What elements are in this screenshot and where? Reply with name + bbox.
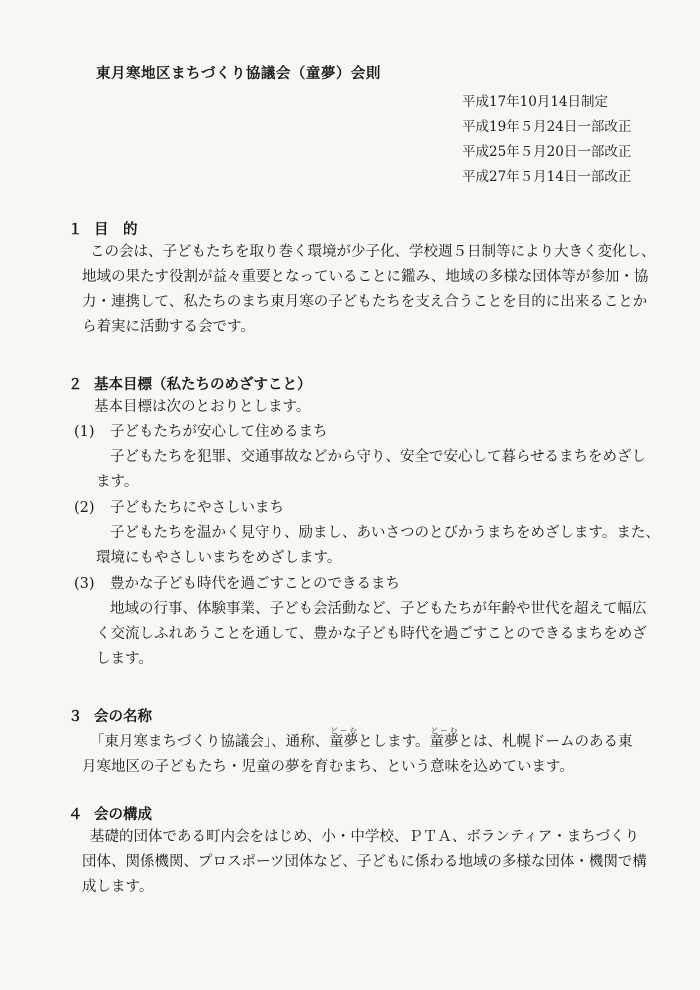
goal-3-body	[70, 597, 645, 672]
section-3-line	[70, 727, 645, 755]
section-4-line: 成します。	[82, 879, 154, 895]
name-text-b: とします。	[358, 734, 430, 750]
goal-1-line: ます。	[96, 474, 139, 490]
goal-1-line: 子どもたちを犯罪、交通事故などから守り、安全で安心して暮らせるまちをめざし	[110, 449, 647, 465]
doumu-word: 童夢	[429, 734, 459, 750]
goal-3-line: します。	[96, 651, 153, 667]
document-title: 東月寒地区まちづくり協議会（童夢）会則	[96, 66, 381, 82]
section-2-intro-text: 基本目標は次のとおりとします。	[94, 399, 311, 415]
section-3-number: ３	[68, 709, 83, 725]
name-text-c: とは、札幌ドームのある東	[458, 734, 633, 750]
goal-3-line: く交流しふれあうことを通して、豊かな子ども時代を過ごすことのできるまちをめざ	[96, 626, 647, 642]
doumu-ruby	[429, 727, 459, 750]
section-4-line: 基礎的団体である町内会をはじめ、小・中学校、ＰＴＡ、ボランティア・まちづくり	[90, 829, 640, 845]
section-4-heading	[68, 803, 152, 824]
section-1-heading	[68, 218, 138, 239]
doumu-ruby	[329, 727, 359, 750]
goal-3-heading	[74, 572, 400, 597]
goal-2-title: 子どもたちにやさしいまち	[110, 500, 284, 516]
goal-1-number: (1)	[74, 424, 95, 440]
section-1-line: この会は、子どもたちを取り巻く環境が少子化、学校週５日制等により大きく変化し、	[90, 244, 656, 260]
date-revision-2: 平成25年５月20日一部改正	[462, 144, 632, 160]
revision-dates	[462, 90, 631, 190]
date-revision-1: 平成19年５月24日一部改正	[462, 119, 632, 135]
section-3-body	[70, 727, 645, 780]
section-2-heading	[68, 373, 312, 394]
goal-1-title: 子どもたちが安心して住めるまち	[110, 424, 328, 440]
goal-1-heading	[74, 420, 328, 445]
section-1-line: 力・連携して、私たちのまち東月寒の子どもたちを支え合うことを目的に出来ることか	[82, 294, 648, 310]
section-1-title: 目 的	[94, 222, 138, 238]
goal-3-title: 豊かな子ども時代を過ごすことのできるまち	[110, 576, 400, 592]
goal-2-heading	[74, 496, 284, 521]
section-1-line: 地域の果たす役割が益々重要となっていることに鑑み、地域の多様な団体等が参加・協	[82, 269, 649, 285]
name-text-a: 「東月寒まちづくり協議会」、通称、	[90, 734, 330, 750]
goal-1-body	[70, 445, 645, 495]
date-revision-3: 平成27年５月14日一部改正	[462, 169, 632, 185]
section-2-title: 基本目標（私たちのめざすこと）	[94, 377, 312, 393]
section-1-line: ら着実に活動する会です。	[82, 319, 255, 335]
section-1-number: １	[68, 222, 83, 238]
section-2-intro	[70, 395, 645, 420]
goal-2-number: (2)	[74, 500, 95, 516]
doumu-reading: どーむ	[429, 727, 459, 735]
goal-2-line: 環境にもやさしいまちをめざします。	[96, 550, 342, 566]
section-4-title: 会の構成	[94, 807, 152, 823]
date-established: 平成17年10月14日制定	[462, 94, 609, 110]
goal-2-line: 子どもたちを温かく見守り、励まし、あいさつのとびかうまちをめざします。また、	[110, 525, 660, 541]
doumu-word: 童夢	[329, 734, 359, 750]
section-4-body	[70, 825, 645, 900]
goal-3-number: (3)	[74, 576, 95, 592]
section-4-line: 団体、関係機関、プロスポーツ団体など、子どもに係わる地域の多様な団体・機関で構	[82, 854, 647, 870]
section-3-heading	[68, 705, 152, 726]
doumu-reading: どーむ	[329, 727, 359, 735]
section-1-body	[70, 240, 656, 340]
goal-3-line: 地域の行事、体験事業、子ども会活動など、子どもたちが年齢や世代を超えて幅広	[110, 601, 647, 617]
section-3-title: 会の名称	[94, 709, 152, 725]
section-2-number: ２	[68, 377, 83, 393]
goal-2-body	[70, 521, 660, 571]
section-3-line: 月寒地区の子どもたち・児童の夢を育むまち、という意味を込めています。	[82, 759, 574, 775]
section-4-number: ４	[68, 807, 83, 823]
